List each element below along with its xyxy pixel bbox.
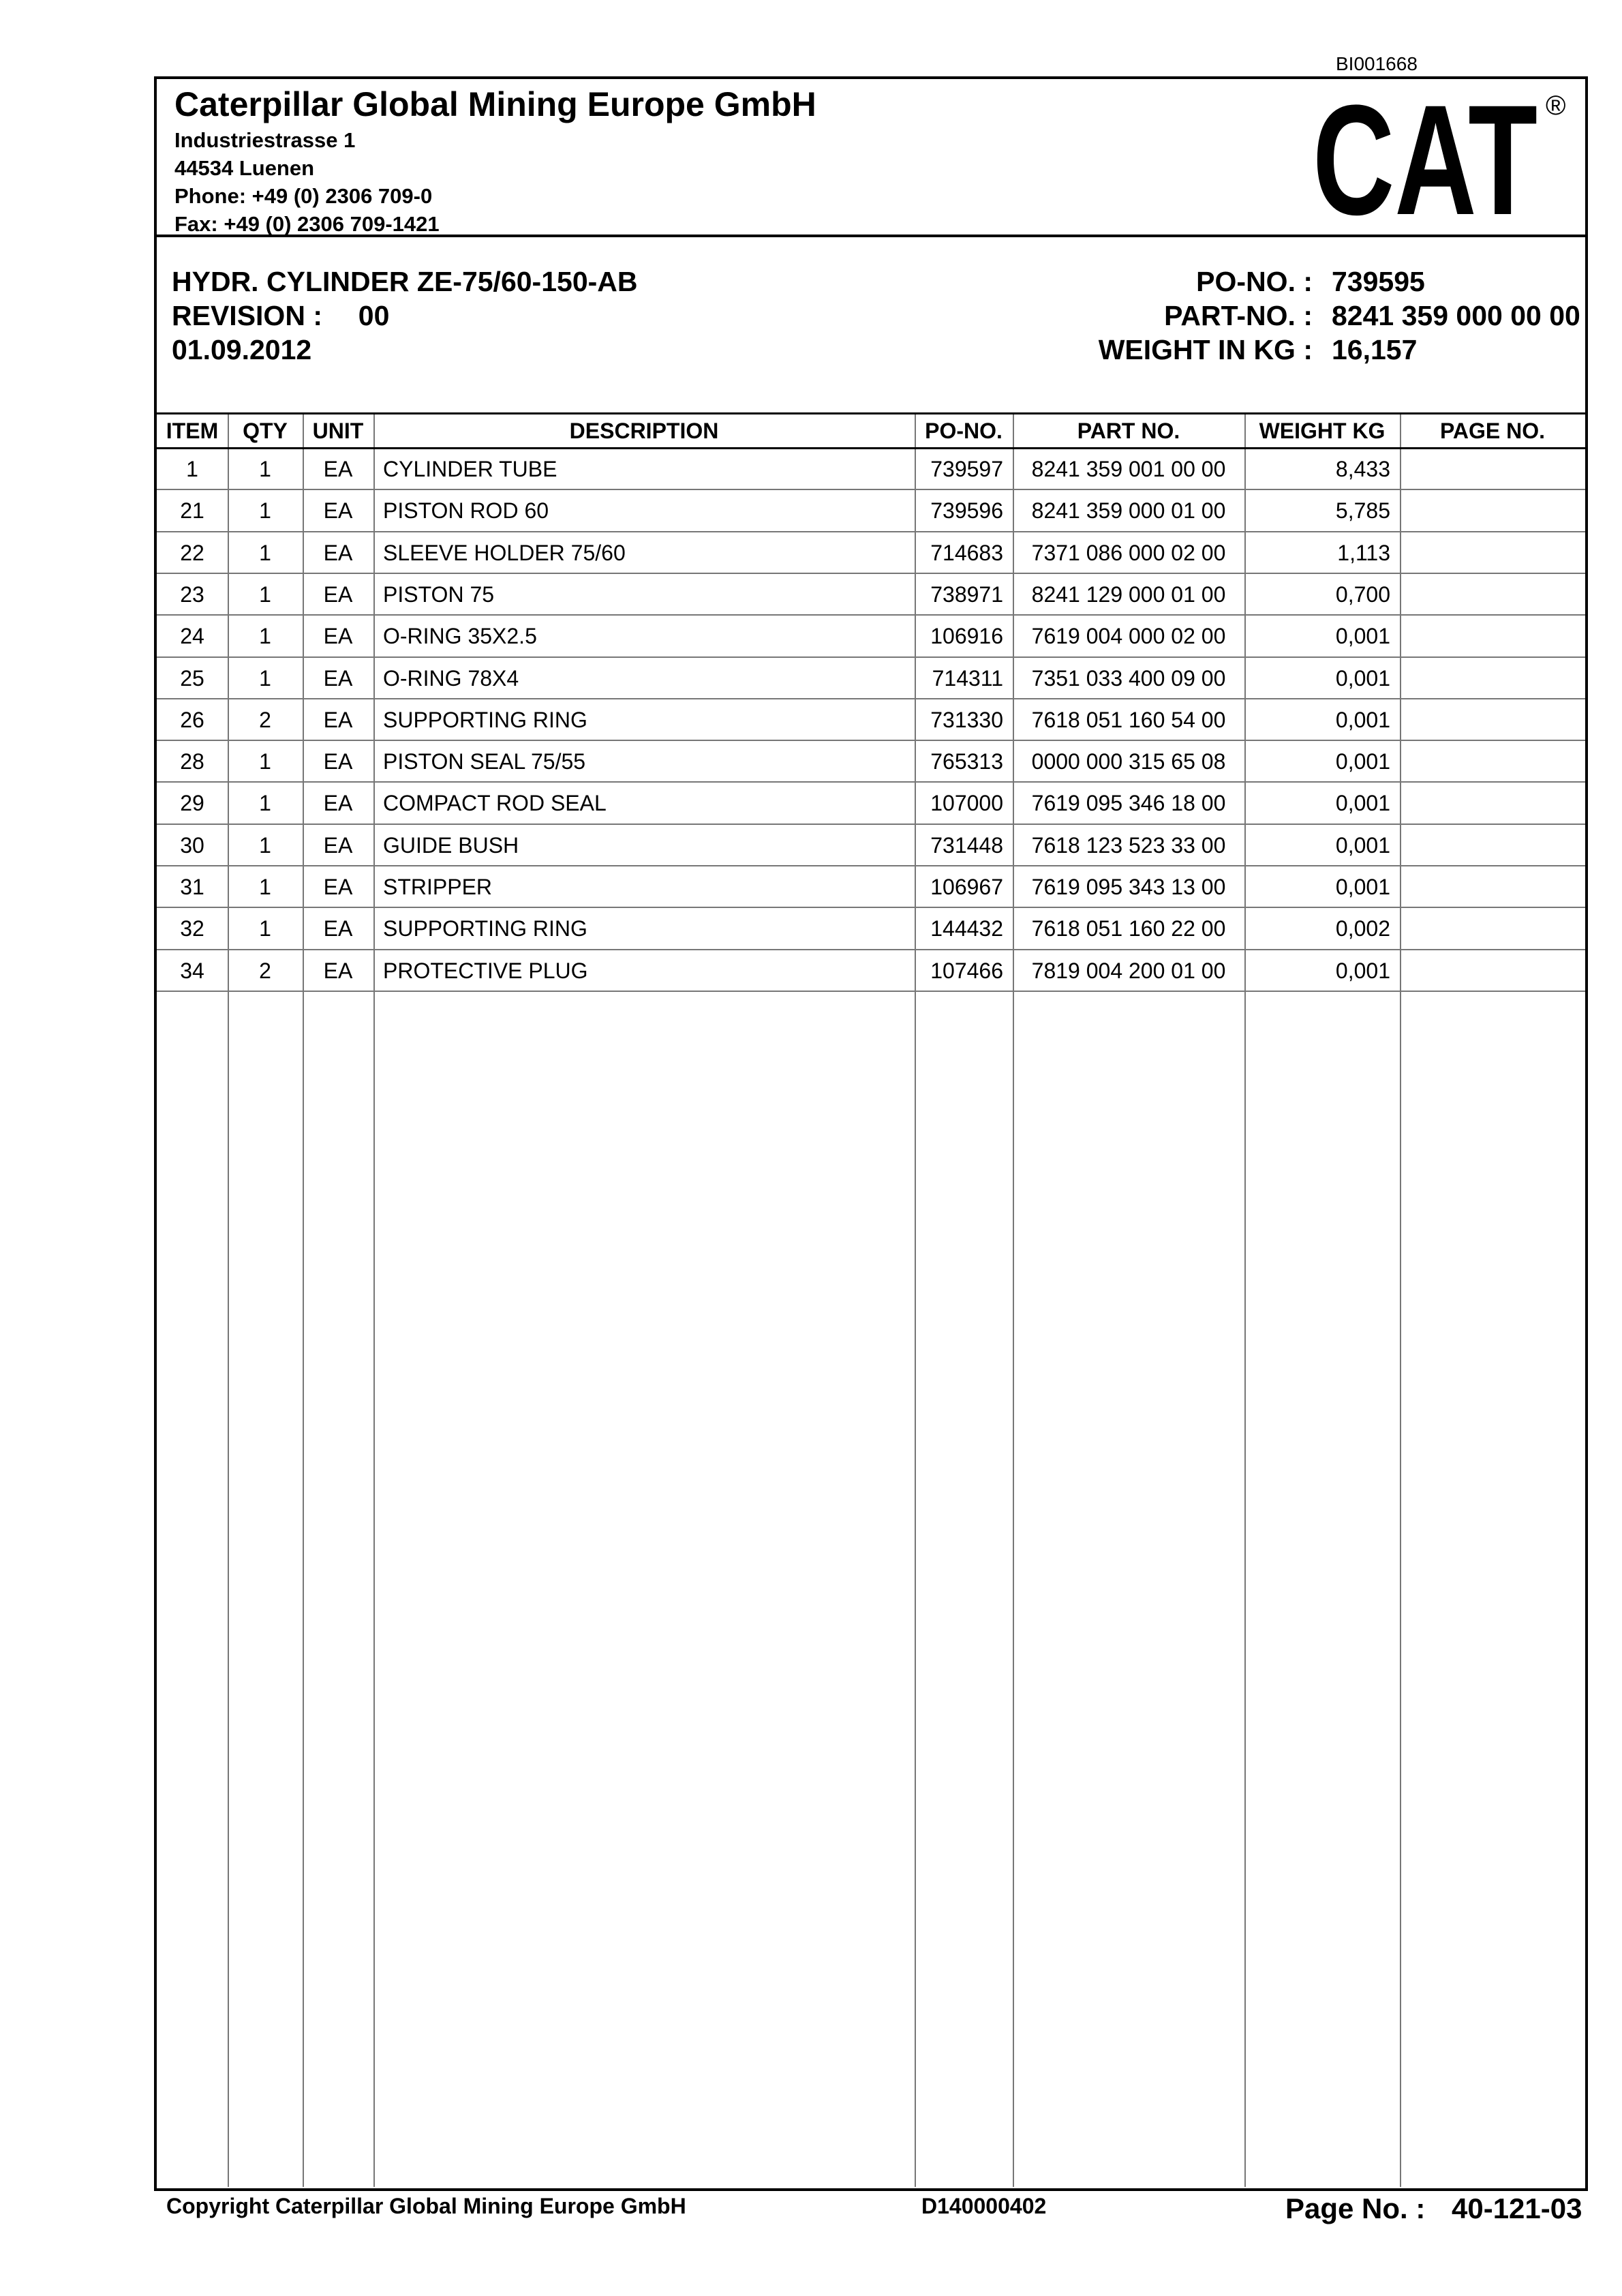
document-frame bbox=[154, 76, 1588, 2191]
table-cell-description: COMPACT ROD SEAL bbox=[383, 791, 607, 816]
footer-doc-number: D140000402 bbox=[921, 2194, 1047, 2218]
po-label: PO-NO. : bbox=[1196, 266, 1313, 297]
table-cell-part-no: 0000 000 315 65 08 bbox=[1031, 749, 1226, 774]
cat-logo-text: CAT bbox=[1313, 87, 1537, 224]
table-cell-po-no: 739596 bbox=[930, 498, 1003, 524]
column-divider bbox=[373, 414, 375, 2187]
column-divider bbox=[1400, 414, 1401, 2187]
table-cell-item: 24 bbox=[180, 624, 204, 649]
table-cell-part-no: 7618 051 160 54 00 bbox=[1031, 707, 1226, 732]
registered-mark-icon: ® bbox=[1546, 91, 1566, 121]
table-cell-part-no: 7619 095 346 18 00 bbox=[1031, 791, 1226, 816]
table-cell-unit: EA bbox=[323, 665, 353, 691]
table-cell-part-no: 8241 359 000 01 00 bbox=[1031, 498, 1226, 524]
table-cell-weight-kg: 0,700 bbox=[1335, 581, 1390, 607]
row-divider bbox=[157, 740, 1585, 741]
table-cell-unit: EA bbox=[323, 498, 353, 524]
table-cell-weight-kg: 8,433 bbox=[1335, 457, 1390, 481]
company-header bbox=[157, 79, 1585, 237]
table-cell-part-no: 7619 004 000 02 00 bbox=[1031, 624, 1226, 649]
table-cell-item: 28 bbox=[180, 749, 204, 774]
table-cell-qty: 2 bbox=[259, 707, 271, 732]
row-divider bbox=[157, 698, 1585, 699]
row-divider bbox=[157, 573, 1585, 574]
weight-label: WEIGHT IN KG : bbox=[1098, 334, 1313, 365]
table-cell-item: 1 bbox=[186, 457, 198, 481]
table-cell-unit: EA bbox=[323, 958, 353, 983]
table-cell-po-no: 144432 bbox=[930, 916, 1003, 941]
table-cell-item: 22 bbox=[180, 540, 204, 565]
table-cell-qty: 2 bbox=[259, 958, 271, 983]
table-cell-po-no: 765313 bbox=[930, 749, 1003, 774]
table-cell-description: O-RING 78X4 bbox=[383, 665, 519, 691]
column-header-description: DESCRIPTION bbox=[569, 419, 719, 443]
parts-table bbox=[157, 414, 1585, 2187]
table-cell-qty: 1 bbox=[259, 832, 271, 858]
part-value: 8241 359 000 00 00 bbox=[1332, 300, 1580, 331]
document-date: 01.09.2012 bbox=[172, 334, 312, 365]
table-cell-po-no: 107000 bbox=[930, 791, 1003, 816]
table-cell-description: GUIDE BUSH bbox=[383, 832, 519, 858]
table-cell-weight-kg: 0,001 bbox=[1335, 749, 1390, 774]
table-cell-description: O-RING 35X2.5 bbox=[383, 624, 537, 649]
row-divider bbox=[157, 991, 1585, 992]
table-cell-description: PISTON ROD 60 bbox=[383, 498, 549, 524]
table-cell-item: 29 bbox=[180, 791, 204, 816]
table-cell-qty: 1 bbox=[259, 624, 271, 649]
table-cell-po-no: 714311 bbox=[932, 665, 1003, 691]
table-cell-description: SLEEVE HOLDER 75/60 bbox=[383, 540, 626, 565]
table-cell-qty: 1 bbox=[259, 749, 271, 774]
table-cell-part-no: 7351 033 400 09 00 bbox=[1031, 665, 1226, 691]
table-cell-weight-kg: 0,001 bbox=[1335, 958, 1390, 983]
table-cell-qty: 1 bbox=[259, 916, 271, 941]
table-cell-weight-kg: 0,002 bbox=[1335, 916, 1390, 941]
column-header-weight-kg: WEIGHT KG bbox=[1259, 419, 1386, 443]
column-header-page-no: PAGE NO. bbox=[1439, 419, 1546, 443]
table-cell-weight-kg: 0,001 bbox=[1335, 624, 1390, 649]
table-cell-item: 32 bbox=[180, 916, 204, 941]
row-divider bbox=[157, 907, 1585, 908]
title-block bbox=[157, 237, 1585, 414]
company-name: Caterpillar Global Mining Europe GmbH bbox=[174, 85, 816, 123]
table-cell-weight-kg: 0,001 bbox=[1335, 791, 1390, 816]
table-cell-po-no: 714683 bbox=[930, 540, 1003, 565]
table-cell-weight-kg: 1,113 bbox=[1337, 540, 1390, 565]
header-divider bbox=[157, 447, 1585, 449]
column-divider bbox=[1244, 414, 1246, 2187]
row-divider bbox=[157, 949, 1585, 950]
table-cell-qty: 1 bbox=[259, 581, 271, 607]
revision-label: REVISION : bbox=[172, 300, 322, 331]
table-cell-qty: 1 bbox=[259, 498, 271, 524]
column-divider bbox=[303, 414, 304, 2187]
table-cell-description: SUPPORTING RING bbox=[383, 916, 587, 941]
table-cell-item: 26 bbox=[180, 707, 204, 732]
row-divider bbox=[157, 781, 1585, 783]
table-cell-part-no: 8241 359 001 00 00 bbox=[1031, 457, 1226, 481]
table-cell-part-no: 7618 123 523 33 00 bbox=[1031, 832, 1226, 858]
table-cell-item: 21 bbox=[180, 498, 204, 524]
row-divider bbox=[157, 489, 1585, 490]
table-cell-weight-kg: 0,001 bbox=[1335, 875, 1390, 899]
footer-copyright: Copyright Caterpillar Global Mining Europe GmbH bbox=[166, 2194, 686, 2218]
column-divider bbox=[915, 414, 916, 2187]
table-cell-unit: EA bbox=[323, 540, 353, 565]
table-cell-po-no: 731448 bbox=[930, 832, 1003, 858]
part-label: PART-NO. : bbox=[1164, 300, 1313, 331]
document-id: BI001668 bbox=[1336, 53, 1418, 74]
row-divider bbox=[157, 531, 1585, 532]
revision-value: 00 bbox=[358, 300, 390, 331]
table-cell-weight-kg: 0,001 bbox=[1335, 832, 1390, 858]
column-header-qty: QTY bbox=[243, 419, 288, 443]
table-cell-unit: EA bbox=[323, 581, 353, 607]
table-cell-unit: EA bbox=[323, 916, 353, 941]
table-cell-unit: EA bbox=[323, 875, 353, 899]
table-cell-item: 23 bbox=[180, 581, 204, 607]
column-header-part-no: PART NO. bbox=[1077, 419, 1180, 443]
table-cell-description: PISTON SEAL 75/55 bbox=[383, 749, 586, 774]
table-cell-qty: 1 bbox=[259, 457, 271, 481]
po-value: 739595 bbox=[1332, 266, 1425, 297]
table-cell-weight-kg: 0,001 bbox=[1335, 707, 1390, 732]
table-cell-unit: EA bbox=[323, 832, 353, 858]
row-divider bbox=[157, 656, 1585, 658]
address-line-phone: Phone: +49 (0) 2306 709-0 bbox=[174, 184, 433, 208]
table-cell-qty: 1 bbox=[259, 540, 271, 565]
address-line-street: Industriestrasse 1 bbox=[174, 128, 356, 152]
table-cell-description: PISTON 75 bbox=[383, 581, 495, 607]
table-cell-po-no: 106916 bbox=[930, 624, 1003, 649]
table-cell-qty: 1 bbox=[259, 791, 271, 816]
table-cell-unit: EA bbox=[323, 707, 353, 732]
table-cell-part-no: 7619 095 343 13 00 bbox=[1031, 875, 1226, 899]
table-cell-part-no: 7819 004 200 01 00 bbox=[1031, 958, 1226, 983]
table-cell-po-no: 106967 bbox=[930, 875, 1003, 899]
footer-page-value: 40-121-03 bbox=[1452, 2192, 1582, 2224]
footer-page-label: Page No. : bbox=[1285, 2192, 1426, 2224]
table-cell-part-no: 7618 051 160 22 00 bbox=[1031, 916, 1226, 941]
table-cell-item: 30 bbox=[180, 832, 204, 858]
part-title: HYDR. CYLINDER ZE-75/60-150-AB bbox=[172, 266, 638, 297]
table-cell-description: CYLINDER TUBE bbox=[383, 457, 557, 481]
table-cell-po-no: 738971 bbox=[930, 581, 1003, 607]
table-cell-unit: EA bbox=[323, 749, 353, 774]
table-cell-qty: 1 bbox=[259, 665, 271, 691]
address-line-city: 44534 Luenen bbox=[174, 156, 315, 180]
table-cell-item: 34 bbox=[180, 958, 204, 983]
column-header-po-no: PO-NO. bbox=[925, 419, 1003, 443]
cat-logo-icon bbox=[1313, 87, 1572, 224]
table-cell-unit: EA bbox=[323, 457, 353, 481]
column-header-item: ITEM bbox=[166, 419, 219, 443]
column-header-unit: UNIT bbox=[312, 419, 364, 443]
address-line-fax: Fax: +49 (0) 2306 709-1421 bbox=[174, 212, 440, 236]
table-cell-part-no: 8241 129 000 01 00 bbox=[1031, 581, 1226, 607]
revision-row bbox=[172, 300, 389, 332]
column-divider bbox=[1013, 414, 1014, 2187]
table-cell-weight-kg: 5,785 bbox=[1335, 498, 1390, 524]
row-divider bbox=[157, 865, 1585, 866]
row-divider bbox=[157, 614, 1585, 616]
table-cell-item: 25 bbox=[180, 665, 204, 691]
table-cell-po-no: 739597 bbox=[930, 457, 1003, 481]
table-cell-description: PROTECTIVE PLUG bbox=[383, 958, 588, 983]
table-cell-unit: EA bbox=[323, 624, 353, 649]
table-cell-part-no: 7371 086 000 02 00 bbox=[1031, 540, 1226, 565]
table-cell-po-no: 731330 bbox=[930, 707, 1003, 732]
table-cell-description: SUPPORTING RING bbox=[383, 707, 587, 732]
column-divider bbox=[228, 414, 229, 2187]
table-cell-description: STRIPPER bbox=[383, 875, 493, 899]
table-cell-qty: 1 bbox=[259, 875, 271, 899]
weight-value: 16,157 bbox=[1332, 334, 1418, 365]
table-cell-item: 31 bbox=[180, 875, 204, 899]
table-cell-po-no: 107466 bbox=[930, 958, 1003, 983]
table-cell-weight-kg: 0,001 bbox=[1335, 665, 1390, 691]
row-divider bbox=[157, 824, 1585, 825]
table-cell-unit: EA bbox=[323, 791, 353, 816]
